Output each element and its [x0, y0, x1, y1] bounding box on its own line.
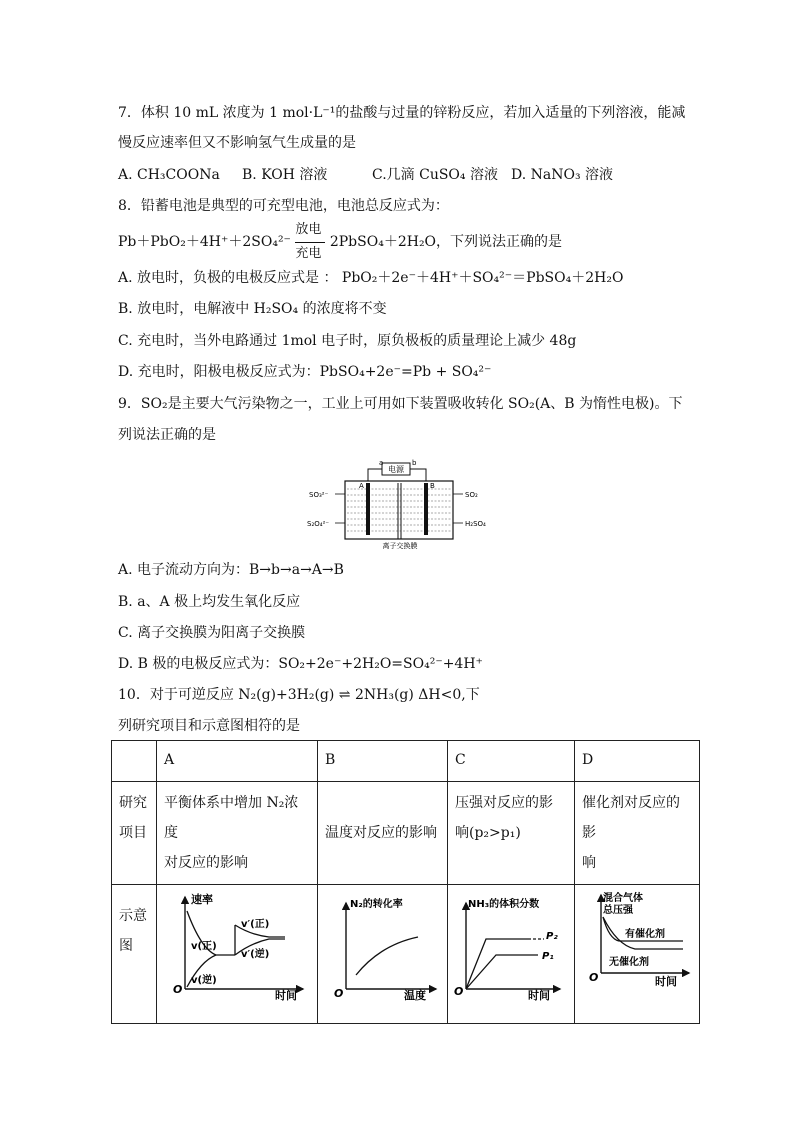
q8-equation-left: Pb＋PbO₂＋4H⁺＋2SO₄²⁻ — [118, 234, 291, 250]
cell-c-figure — [448, 885, 575, 1024]
graph-a-y-label: 速率 — [191, 893, 213, 906]
q10-stem-line2: 列研究项目和示意图相符的是 — [118, 718, 300, 734]
row-header-research-item — [112, 782, 157, 885]
q9-option-a: A. 电子流动方向为：B→b→a→A→B — [118, 562, 344, 578]
q9-stem-line1: 9．SO₂是主要大气污染物之一，工业上可用如下装置吸收转化 SO₂(A、B 为惰性电极)。下 — [118, 396, 683, 412]
q9-option-c: C. 离子交换膜为阳离子交换膜 — [118, 625, 306, 641]
terminal-a-label: a — [379, 459, 384, 467]
graph-a-v-reverse-label: v(逆) — [191, 975, 217, 986]
graph-d-y-label-1: 混合气体 — [603, 893, 643, 904]
graph-c-y-label: NH₃的体积分数 — [468, 899, 540, 910]
graph-d-x-label: 时间 — [655, 975, 677, 988]
q8-discharge-label: 放电 — [295, 222, 322, 237]
cell-d-item-1: 催化剂对反应的影 — [582, 795, 680, 841]
row-header-figure-1: 示意 — [119, 908, 147, 924]
graph-d-no-catalyst-label: 无催化剂 — [609, 957, 649, 968]
cell-d-item — [575, 782, 700, 885]
graph-c-p2-line — [466, 939, 528, 989]
electrolysis-apparatus-diagram — [305, 455, 495, 550]
electrode-B-label: B — [430, 482, 435, 490]
graph-b-x-label: 温度 — [404, 989, 426, 1001]
cell-d-figure — [575, 885, 700, 1024]
graph-c-p2-label: P₂ — [546, 931, 558, 942]
graph-a-origin: O — [173, 983, 183, 996]
cell-a-item-2: 对反应的影响 — [164, 855, 248, 871]
graph-d-origin: O — [589, 971, 599, 984]
q10-options-table — [111, 740, 700, 1024]
q8-stem: 8．铅蓄电池是典型的可充型电池，电池总反应式为： — [118, 198, 449, 214]
cell-c-item — [448, 782, 575, 885]
row-header-research-item-2: 项目 — [119, 825, 147, 841]
electrode-B — [424, 483, 428, 535]
graph-c-nh3-fraction-vs-time — [452, 889, 570, 1001]
row-header-research-item-1: 研究 — [119, 795, 147, 811]
graph-c-p1-label: P₁ — [542, 951, 554, 962]
q8-option-c: C. 充电时，当外电路通过 1mol 电子时，原负极板的质量理论上减少 48g — [118, 333, 577, 349]
right-inlet-label: SO₂ — [465, 491, 478, 499]
left-inlet-label: SO₃²⁻ — [309, 491, 329, 499]
graph-c-x-label: 时间 — [528, 989, 550, 1001]
q7-option-d: D. NaNO₃ 溶液 — [511, 167, 614, 183]
q9-option-b: B. a、A 极上均发生氧化反应 — [118, 594, 301, 610]
q9-option-d: D. B 极的电极反应式为：SO₂+2e⁻+2H₂O=SO₄²⁻+4H⁺ — [118, 656, 483, 672]
graph-b-y-label: N₂的转化率 — [350, 899, 403, 910]
q7-option-b: B. KOH 溶液 — [242, 167, 328, 183]
terminal-b-label: b — [412, 459, 417, 467]
graph-a-v2-forward-label: v′(正) — [241, 919, 270, 930]
q10-stem-line1: 10．对于可逆反应 N₂(g)+3H₂(g) ⇌ 2NH₃(g) ΔH<0,下 — [118, 687, 480, 703]
power-source-label: 电源 — [388, 465, 404, 474]
cell-a-item-1: 平衡体系中增加 N₂浓度 — [164, 795, 299, 841]
membrane-label: 离子交换膜 — [382, 542, 418, 550]
graph-d-pressure-vs-time — [579, 889, 695, 1001]
row-header-figure-2: 图 — [119, 938, 133, 954]
table-header-a: A — [157, 741, 318, 782]
electrode-A — [366, 483, 370, 535]
cell-d-item-2: 响 — [582, 855, 596, 871]
graph-a-v-forward-label: v(正) — [191, 941, 217, 952]
graph-c-origin: O — [454, 985, 464, 998]
cell-c-item-1: 压强对反应的影 — [455, 795, 553, 811]
q7-stem-line2: 慢反应速率但又不影响氢气生成量的是 — [118, 135, 356, 151]
table-header-b: B — [318, 741, 448, 782]
row-header-figure — [112, 885, 157, 1024]
q7-option-c: C.几滴 CuSO₄ 溶液 — [372, 167, 498, 183]
graph-d-catalyst-label: 有催化剂 — [625, 929, 665, 940]
graph-c-p1-line — [466, 955, 538, 989]
q8-equation-right: 2PbSO₄＋2H₂O，下列说法正确的是 — [329, 234, 563, 250]
q7-option-a: A. CH₃COONa — [118, 167, 220, 183]
left-outlet-label: S₂O₄²⁻ — [307, 520, 330, 528]
table-header-d: D — [575, 741, 700, 782]
cell-b-figure — [318, 885, 448, 1024]
graph-b-conversion-vs-temperature — [322, 889, 442, 1001]
cell-c-item-2: 响(p₂>p₁) — [455, 825, 521, 841]
q8-equation — [118, 222, 563, 261]
cell-b-item — [318, 782, 448, 885]
q7-stem-line1: 7．体积 10 mL 浓度为 1 mol·L⁻¹的盐酸与过量的锌粉反应，若加入适量的下列溶液，能减 — [118, 105, 686, 121]
right-outlet-label: H₂SO₄ — [465, 520, 486, 528]
graph-a-v2-reverse-label: v′(逆) — [241, 949, 270, 960]
graph-a-x-label: 时间 — [275, 989, 297, 1001]
table-header-c: C — [448, 741, 575, 782]
q8-option-d: D. 充电时，阳极电极反应式为：PbSO₄+2e⁻=Pb + SO₄²⁻ — [118, 364, 492, 380]
electrode-A-label: A — [359, 482, 364, 490]
cell-b-item-text: 温度对反应的影响 — [325, 825, 437, 841]
graph-b-curve — [356, 937, 418, 975]
cell-a-figure — [157, 885, 318, 1024]
q8-reversible-arrow — [295, 222, 325, 261]
q9-stem-line2: 列说法正确的是 — [118, 427, 216, 443]
graph-a-rate-vs-time — [161, 889, 311, 1001]
table-corner-cell — [112, 741, 157, 782]
cell-a-item — [157, 782, 318, 885]
q8-option-b: B. 放电时，电解液中 H₂SO₄ 的浓度将不变 — [118, 301, 387, 317]
graph-b-origin: O — [334, 987, 344, 1000]
q8-charge-label: 充电 — [295, 246, 322, 261]
graph-d-y-label-2: 总压强 — [603, 905, 633, 916]
q8-option-a: A. 放电时，负极的电极反应式是 ： PbO₂＋2e⁻＋4H⁺＋SO₄²⁻＝PbSO₄＋2H₂O — [118, 270, 624, 286]
